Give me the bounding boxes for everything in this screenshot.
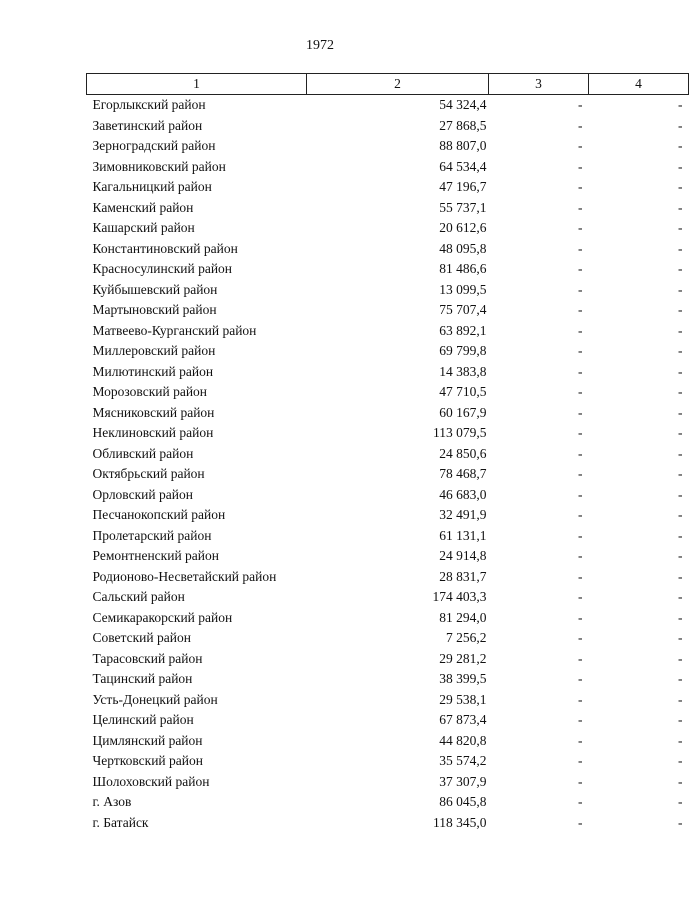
column-4-cell: - [678,404,683,420]
column-3-cell: - [578,281,583,297]
table-row [87,423,689,444]
table-row [87,587,689,608]
value-cell: 55 737,1 [439,199,487,215]
value-cell: 24 850,6 [439,445,487,461]
value-cell: 61 131,1 [439,527,487,543]
value-cell: 32 491,9 [439,507,487,523]
table-row [87,362,689,383]
district-name-cell: Кагальницкий район [92,179,212,195]
value-cell: 14 383,8 [439,363,487,379]
value-cell: 78 468,7 [439,466,487,482]
district-name-cell: Песчанокопский район [92,507,226,523]
district-name-cell: Кашарский район [92,220,195,236]
district-name-cell: Константиновский район [92,240,238,256]
column-4-cell: - [678,240,683,256]
column-3-cell: - [578,158,583,174]
table-row [87,567,689,588]
column-4-cell: - [678,527,683,543]
column-4-cell: - [678,691,683,707]
header-row [87,74,689,95]
district-name-cell: Зерноградский район [92,138,216,154]
value-cell: 13 099,5 [439,281,487,297]
column-4-cell: - [678,712,683,728]
district-name-cell: Родионово-Несветайский район [92,568,277,584]
table-body [87,95,689,834]
table-row [87,280,689,301]
value-cell: 35 574,2 [439,753,487,769]
district-name-cell: Тацинский район [92,671,193,687]
column-3-cell: - [578,322,583,338]
column-4-cell: - [678,609,683,625]
column-3-cell: - [578,773,583,789]
column-4-cell: - [678,138,683,154]
district-name-cell: Милютинский район [92,363,214,379]
value-cell: 81 294,0 [439,609,487,625]
column-3-cell: - [578,691,583,707]
column-4-cell: - [678,281,683,297]
district-name-cell: Неклиновский район [92,425,214,441]
column-3-cell: - [578,199,583,215]
column-3-cell: - [578,650,583,666]
value-cell: 63 892,1 [439,322,487,338]
column-header-4: 4 [589,74,689,95]
table-row [87,239,689,260]
column-4-cell: - [678,322,683,338]
column-4-cell: - [678,650,683,666]
district-name-cell: Семикаракорский район [92,609,233,625]
column-4-cell: - [678,199,683,215]
value-cell: 113 079,5 [433,425,487,441]
column-4-cell: - [678,384,683,400]
district-name-cell: Усть-Донецкий район [92,691,218,707]
district-name-cell: г. Батайск [92,814,149,830]
column-4-cell: - [678,507,683,523]
district-name-cell: Морозовский район [92,384,208,400]
column-3-cell: - [578,794,583,810]
district-name-cell: Советский район [92,630,191,646]
value-cell: 86 045,8 [439,794,487,810]
column-3-cell: - [578,568,583,584]
value-cell: 20 612,6 [439,220,487,236]
table-row [87,300,689,321]
value-cell: 38 399,5 [439,671,487,687]
table-row [87,751,689,772]
column-3-cell: - [578,732,583,748]
table-row [87,198,689,219]
district-name-cell: Заветинский район [92,117,203,133]
column-3-cell: - [578,814,583,830]
table-row [87,546,689,567]
district-name-cell: Шолоховский район [92,773,210,789]
column-header-1: 1 [87,74,307,95]
column-3-cell: - [578,343,583,359]
column-4-cell: - [678,794,683,810]
value-cell: 7 256,2 [446,630,487,646]
column-4-cell: - [678,343,683,359]
column-3-cell: - [578,466,583,482]
column-4-cell: - [678,179,683,195]
value-cell: 29 281,2 [439,650,487,666]
table-row [87,321,689,342]
column-4-cell: - [678,814,683,830]
district-name-cell: Матвеево-Курганский район [92,322,257,338]
column-3-cell: - [578,261,583,277]
column-4-cell: - [678,589,683,605]
table-row [87,813,689,834]
district-name-cell: Целинский район [92,712,194,728]
column-3-cell: - [578,548,583,564]
value-cell: 48 095,8 [439,240,487,256]
table-row [87,136,689,157]
value-cell: 75 707,4 [439,302,487,318]
column-3-cell: - [578,363,583,379]
value-cell: 174 403,3 [432,589,487,605]
column-3-cell: - [578,753,583,769]
table-row [87,772,689,793]
district-name-cell: Егорлыкский район [92,97,206,113]
table-row [87,157,689,178]
column-4-cell: - [678,363,683,379]
value-cell: 81 486,6 [439,261,487,277]
column-3-cell: - [578,138,583,154]
district-name-cell: Орловский район [92,486,193,502]
column-4-cell: - [678,158,683,174]
table-row [87,341,689,362]
district-name-cell: Сальский район [92,589,185,605]
table-header [87,74,689,95]
value-cell: 118 345,0 [433,814,487,830]
column-4-cell: - [678,753,683,769]
value-cell: 37 307,9 [439,773,487,789]
district-data-table [86,73,689,833]
column-3-cell: - [578,609,583,625]
column-3-cell: - [578,507,583,523]
table-row [87,690,689,711]
district-name-cell: Тарасовский район [92,650,203,666]
column-4-cell: - [678,97,683,113]
table-row [87,444,689,465]
value-cell: 64 534,4 [439,158,487,174]
column-3-cell: - [578,445,583,461]
value-cell: 46 683,0 [439,486,487,502]
table-row [87,608,689,629]
column-header-2: 2 [307,74,489,95]
district-name-cell: Мясниковский район [92,404,215,420]
table-row [87,526,689,547]
column-3-cell: - [578,97,583,113]
district-name-cell: Обливский район [92,445,194,461]
column-3-cell: - [578,302,583,318]
column-4-cell: - [678,220,683,236]
table-row [87,95,689,116]
district-name-cell: Каменский район [92,199,194,215]
column-4-cell: - [678,302,683,318]
district-name-cell: Зимовниковский район [92,158,226,174]
table-row [87,464,689,485]
value-cell: 29 538,1 [439,691,487,707]
column-4-cell: - [678,732,683,748]
column-4-cell: - [678,486,683,502]
page-number: 1972 [306,38,334,53]
district-name-cell: Чертковский район [92,753,203,769]
column-4-cell: - [678,671,683,687]
column-3-cell: - [578,220,583,236]
column-3-cell: - [578,527,583,543]
column-3-cell: - [578,671,583,687]
district-name-cell: Красносулинский район [92,261,233,277]
table-row [87,649,689,670]
column-4-cell: - [678,773,683,789]
value-cell: 60 167,9 [439,404,487,420]
value-cell: 44 820,8 [439,732,487,748]
district-name-cell: Пролетарский район [92,527,212,543]
value-cell: 47 710,5 [439,384,487,400]
value-cell: 24 914,8 [439,548,487,564]
column-3-cell: - [578,404,583,420]
district-name-cell: Миллеровский район [92,343,216,359]
column-4-cell: - [678,425,683,441]
column-3-cell: - [578,630,583,646]
value-cell: 88 807,0 [439,138,487,154]
column-4-cell: - [678,568,683,584]
district-name-cell: Октябрьский район [92,466,205,482]
value-cell: 67 873,4 [439,712,487,728]
column-3-cell: - [578,384,583,400]
column-header-3: 3 [489,74,589,95]
column-4-cell: - [678,261,683,277]
table-row [87,485,689,506]
table-row [87,792,689,813]
table-row [87,177,689,198]
value-cell: 27 868,5 [439,117,487,133]
table-row [87,382,689,403]
column-3-cell: - [578,712,583,728]
district-name-cell: Цимлянский район [92,732,203,748]
district-name-cell: Ремонтненский район [92,548,219,564]
column-3-cell: - [578,486,583,502]
value-cell: 54 324,4 [439,97,487,113]
table-row [87,116,689,137]
table-row [87,731,689,752]
column-4-cell: - [678,466,683,482]
table-row [87,218,689,239]
value-cell: 28 831,7 [439,568,487,584]
column-3-cell: - [578,240,583,256]
column-3-cell: - [578,589,583,605]
column-3-cell: - [578,179,583,195]
column-3-cell: - [578,117,583,133]
column-4-cell: - [678,445,683,461]
district-name-cell: Куйбышевский район [92,281,218,297]
district-name-cell: Мартыновский район [92,302,217,318]
table-row [87,710,689,731]
value-cell: 69 799,8 [439,343,487,359]
table-row [87,669,689,690]
district-name-cell: г. Азов [92,794,132,810]
column-3-cell: - [578,425,583,441]
value-cell: 47 196,7 [439,179,487,195]
column-4-cell: - [678,630,683,646]
table-row [87,259,689,280]
table-row [87,505,689,526]
column-4-cell: - [678,117,683,133]
table-row [87,628,689,649]
column-4-cell: - [678,548,683,564]
table-row [87,403,689,424]
